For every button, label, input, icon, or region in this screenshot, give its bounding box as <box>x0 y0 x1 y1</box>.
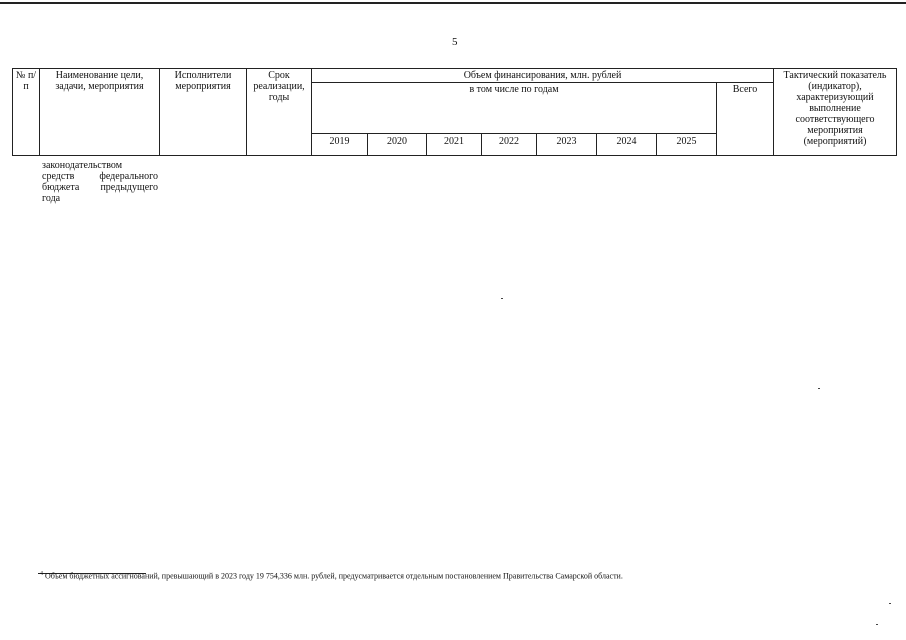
continued-cell-text <box>42 160 158 204</box>
col-executors-header: Исполнители мероприятия <box>160 69 247 156</box>
continued-line: бюджета предыдущего <box>42 182 158 193</box>
scan-speck <box>889 603 891 604</box>
scan-speck <box>876 624 878 625</box>
scan-speck <box>501 298 503 299</box>
continued-line: средств федерального <box>42 171 158 182</box>
col-term-header: Срок реализации, годы <box>247 69 312 156</box>
year-2023-header: 2023 <box>537 134 597 156</box>
col-name-header: Наименование цели, задачи, мероприятия <box>40 69 160 156</box>
page-top-border <box>0 2 906 4</box>
col-funding-header: Объем финансирования, млн. рублей <box>312 69 774 83</box>
year-2021-header: 2021 <box>427 134 482 156</box>
footnote-text: Объем бюджетных ассигнований, превышающий в 2023 году 19 754,336 млн. рублей, предусматривается отдельным постановлением Правительства Самарской области. <box>45 571 623 581</box>
year-2020-header: 2020 <box>368 134 427 156</box>
year-2022-header: 2022 <box>482 134 537 156</box>
year-2025-header: 2025 <box>657 134 717 156</box>
col-indicator-header: Тактический показатель (индикатор), характеризующий выполнение соответствующего мероприятия (мероприятий) <box>774 69 897 156</box>
year-2019-header: 2019 <box>312 134 368 156</box>
footnote-marker: 4 <box>40 571 43 577</box>
continued-line: законодательством <box>42 160 123 171</box>
col-by-years-header: в том числе по годам <box>312 83 717 134</box>
scan-speck <box>818 388 820 389</box>
page-number: 5 <box>452 36 458 48</box>
continued-line: года <box>42 193 61 204</box>
program-table-header <box>12 68 897 156</box>
col-number-header: № п/п <box>13 69 40 156</box>
col-total-header: Всего <box>717 83 774 156</box>
footnote <box>40 571 623 581</box>
year-2024-header: 2024 <box>597 134 657 156</box>
